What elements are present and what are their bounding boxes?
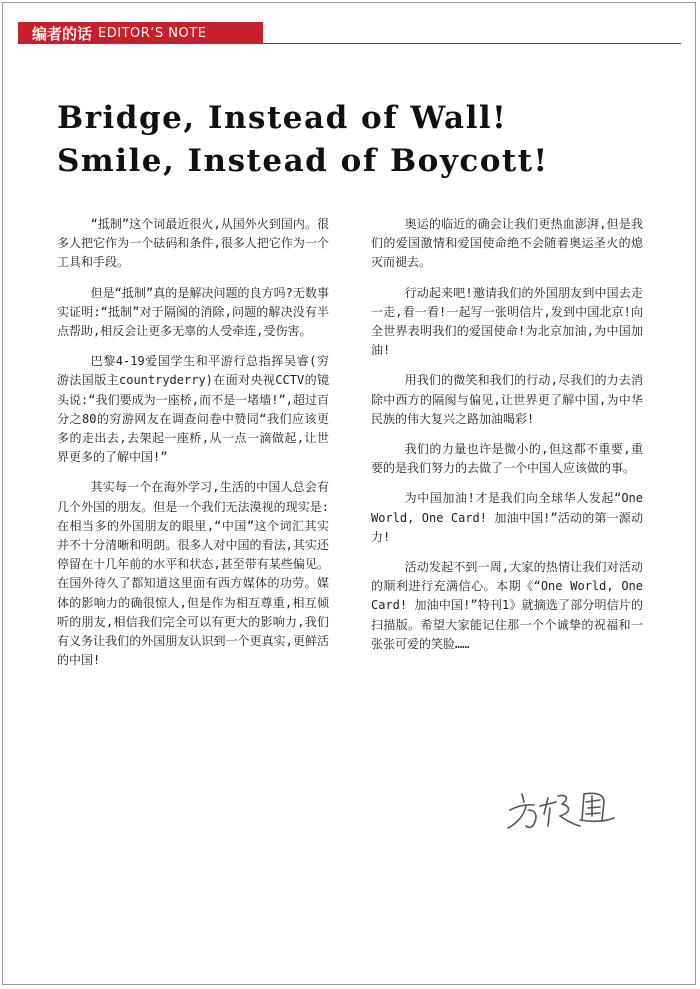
body-column-left: [57, 215, 329, 681]
paragraph: 用我们的微笑和我们的行动,尽我们的力去消除中西方的隔阂与偏见,让世界更了解中国,为中华民族的伟大复兴之路加油喝彩!: [371, 373, 643, 426]
paragraph: 奥运的临近的确会让我们更热血澎湃,但是我们的爱国激情和爱国使命绝不会随着奥运圣火的熄灭而褪去。: [371, 217, 643, 270]
paragraph: 但是“抵制”真的是解决问题的良方吗?无数事实证明:“抵制”对于隔阂的消除,问题的解决没有半点帮助,相反会让更多无辜的人受牵连,受伤害。: [57, 285, 329, 339]
paragraph: 活动发起不到一周,大家的热情让我们对活动的顺利进行充满信心。本期《“One World, One Card! 加油中国!”特刊1》就摘选了部分明信片的扫描版。希望大家能记住那一个个诚挚的祝福和一张张可爱的笑脸……: [371, 560, 643, 651]
paragraph: 行动起来吧!邀请我们的外国朋友到中国去走一走,看一看!一起写一张明信片,发到中国北京!向全世界表明我们的爱国使命!为北京加油,为中国加油!: [371, 285, 643, 358]
body-column-right: [371, 215, 643, 665]
headline-line-2: Smile, Instead of Boycott!: [57, 143, 549, 179]
paragraph: 其实每一个在海外学习,生活的中国人总会有几个外国的朋友。但是一个我们无法漠视的现实是:在相当多的外国朋友的眼里,“中国”这个词汇其实并不十分清晰和明朗。很多人对中国的看法,其实还停留在十几年前的水平和状态,甚至带有某些偏见。在国外待久了都知道这里面有西方媒体的功劳。媒体的影响力的确很惊人,但是作为相互尊重,相互倾听的朋友,相信我们完全可以有更大的影响力,我们有义务让我们的外国朋友认识到一个更真实,更鲜活的中国!: [57, 480, 329, 668]
section-title-en: EDITOR’S NOTE: [98, 25, 207, 41]
headline-line-1: Bridge, Instead of Wall!: [57, 100, 508, 136]
headline: [57, 97, 677, 183]
section-title-cn: 编者的话: [32, 24, 93, 43]
paragraph: 我们的力量也许是微小的,但这都不重要,重要的是我们努力的去做了一个中国人应该做的事。: [371, 442, 643, 476]
paragraph: 巴黎4-19爱国学生和平游行总指挥吴睿(穷游法国版主countryderry)在面对央视CCTV的镜头说:“我们要成为一座桥,而不是一堵墙!”,超过百分之80的穷游网友在调查问卷中赞同“我们应该更多的走出去,去架起一座桥,从一点一滴做起,让世界更多的了解中国!”: [57, 354, 329, 465]
header-rule: [263, 43, 681, 44]
section-header: [18, 22, 263, 44]
handwritten-signature: [500, 780, 630, 835]
paragraph: 为中国加油!才是我们向全球华人发起“One World, One Card! 加油中国!”活动的第一源动力!: [371, 491, 643, 544]
paragraph: “抵制”这个词最近很火,从国外火到国内。很多人把它作为一个砝码和条件,很多人把它作为一个工具和手段。: [57, 217, 329, 270]
